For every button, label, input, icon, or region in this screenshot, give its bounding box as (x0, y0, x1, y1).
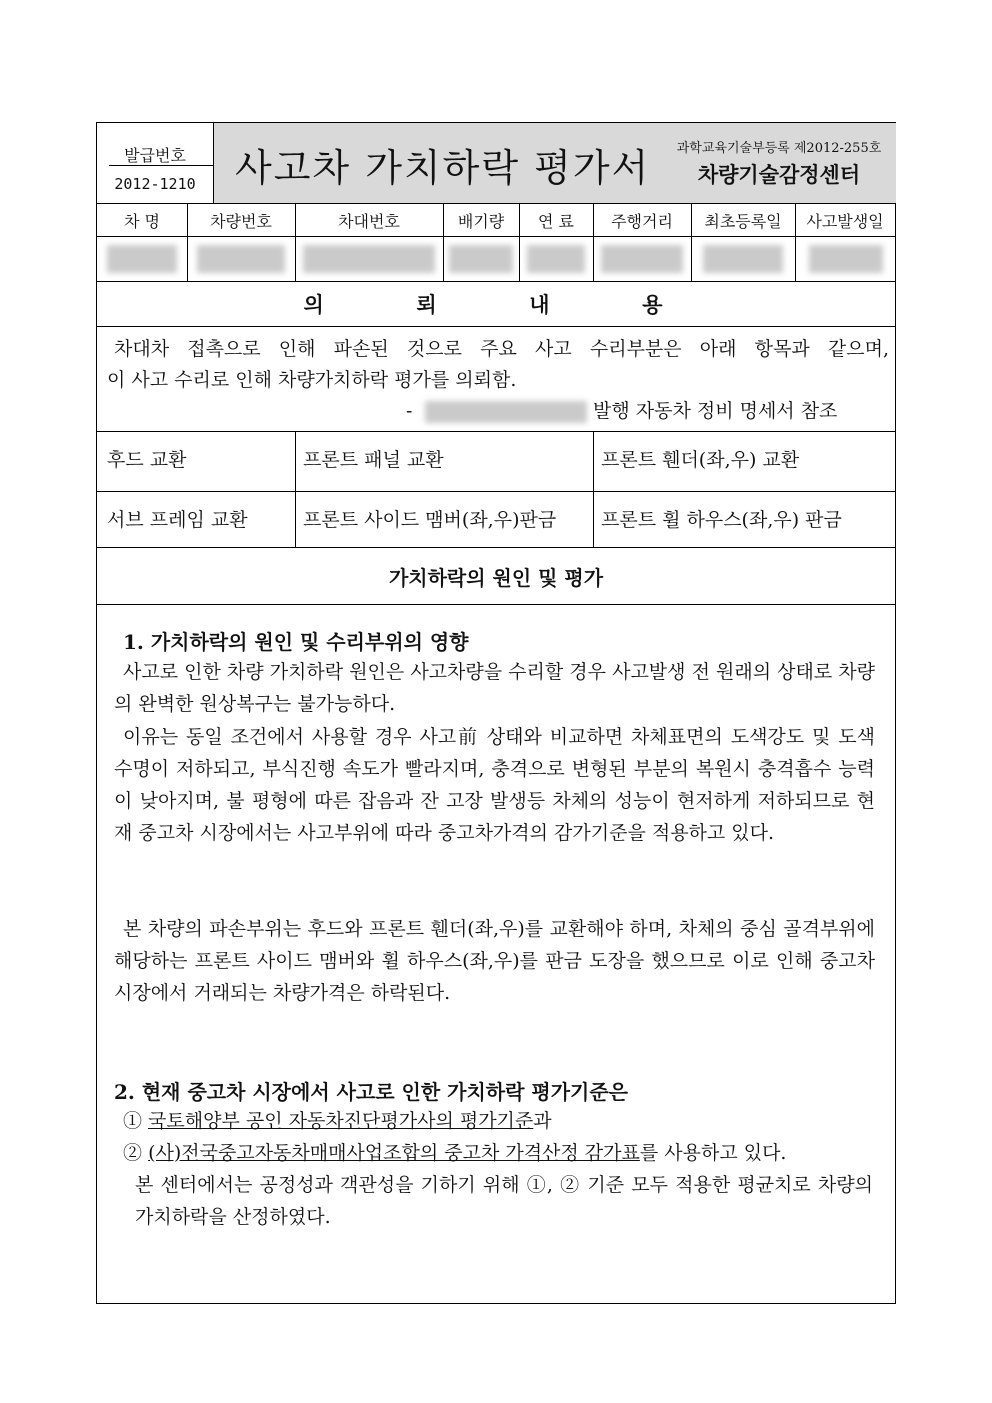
col-plate-number: 차량번호 (210, 211, 272, 231)
repair-item: 후드 교환 (107, 449, 187, 471)
center-name: 차량기술감정센터 (697, 162, 861, 187)
divider (691, 204, 692, 281)
redacted-plate-number (197, 245, 285, 273)
criteria-suffix: 과 (533, 1110, 552, 1132)
repair-item: 프론트 휠 하우스(좌,우) 판금 (601, 509, 842, 531)
divider (295, 431, 296, 547)
redacted-car-name (107, 245, 177, 273)
divider (97, 491, 895, 492)
reference-dash: - (406, 400, 413, 422)
divider (97, 604, 895, 605)
redacted-reference-issuer (425, 401, 587, 423)
section-1-title: 1. 가치하락의 원인 및 수리부위의 영향 (123, 630, 469, 654)
reference-note: 발행 자동차 정비 명세서 참조 (593, 400, 838, 422)
request-line-1: 차대차 접촉으로 인해 파손된 것으로 주요 사고 수리부분은 아래 항목과 같으며, (114, 338, 889, 360)
section-1-paragraph-2 (114, 721, 875, 849)
divider (519, 204, 520, 281)
col-accident-date: 사고발생일 (806, 211, 884, 231)
request-line-2: 이 사고 수리로 인해 차량가치하락 평가를 의뢰함. (107, 369, 517, 391)
redacted-fuel (527, 245, 585, 273)
criteria-item-1 (123, 1105, 552, 1137)
criteria-item-2 (123, 1137, 786, 1169)
divider (97, 236, 895, 237)
divider (213, 123, 214, 203)
divider (593, 204, 594, 281)
divider (187, 204, 188, 281)
repair-item: 프론트 사이드 맴버(좌,우)판금 (303, 509, 557, 531)
paragraph-text: 본 센터에서는 공정성과 객관성을 기하기 위해 ①, ② 기준 모두 적용한 평균치로 차량의 가치하락을 산정하였다. (135, 1174, 873, 1228)
repair-item: 프론트 패널 교환 (303, 449, 444, 471)
divider (593, 431, 594, 547)
col-displacement: 배기량 (457, 211, 505, 231)
col-vin: 차대번호 (338, 211, 400, 231)
paragraph-text: 사고로 인한 차량 가치하락 원인은 사고차량을 수리할 경우 사고발생 전 원래의 상태로 차량의 완벽한 원상복구는 불가능하다. (114, 661, 875, 715)
divider (443, 204, 444, 281)
request-heading: 의 뢰 내 용 (303, 292, 689, 317)
evaluation-heading: 가치하락의 원인 및 평가 (388, 565, 604, 590)
repair-item: 서브 프레임 교환 (107, 509, 248, 531)
issue-number: 2012-1210 (114, 175, 196, 193)
criteria-suffix: 를 사용하고 있다. (639, 1142, 787, 1164)
section-1-paragraph-3 (114, 913, 875, 1009)
issue-label-underline (109, 165, 213, 166)
paragraph-text: 본 차량의 파손부위는 후드와 프론트 휀더(좌,우)를 교환해야 하며, 차체의 중심 골격부위에 해당하는 프론트 사이드 맴버와 휠 하우스(좌,우)를 판금 도장을 했으므로 이로 인해 중고차 시장에서 거래되는 차량가격은 하락된다. (114, 918, 875, 1004)
divider (295, 204, 296, 281)
redacted-displacement (449, 245, 513, 273)
col-fuel: 연 료 (538, 211, 574, 231)
issue-label: 발급번호 (124, 145, 186, 165)
section-2-title: 2. 현재 중고차 시장에서 사고로 인한 가치하락 평가기준은 (114, 1080, 628, 1104)
divider (795, 204, 796, 281)
redacted-first-registration (703, 245, 783, 273)
redacted-accident-date (809, 245, 883, 273)
paragraph-text: 이유는 동일 조건에서 사용할 경우 사고前 상태와 비교하면 차체표면의 도색강도 및 도색 수명이 저하되고, 부식진행 속도가 빨라지며, 충격으로 변형된 부분의 복원시 충격흡수 능력이 낮아지며, 불 평형에 따른 잡음과 잔 고장 발생등 차체의 성능이 현저하게 저하되므로 현재 중고차 시장에서는 사고부위에 따라 중고차가격의 감가기준을 적용하고 있다. (114, 726, 875, 844)
page-title: 사고차 가치하락 평가서 (235, 146, 651, 190)
col-mileage: 주행거리 (611, 211, 673, 231)
criteria-number: ② (123, 1142, 143, 1164)
divider (97, 326, 895, 327)
repair-item: 프론트 휀더(좌,우) 교환 (601, 449, 800, 471)
criteria-number: ① (123, 1110, 143, 1132)
section-1-paragraph-1 (114, 656, 875, 720)
section-2-paragraph (135, 1169, 873, 1233)
col-car-name: 차 명 (124, 211, 160, 231)
criteria-text: (사)전국중고자동차매매사업조합의 중고차 가격산정 감가표 (148, 1142, 640, 1164)
divider (97, 431, 895, 432)
redacted-mileage (601, 245, 683, 273)
redacted-vin (303, 245, 435, 273)
col-first-registration: 최초등록일 (704, 211, 782, 231)
registration-number: 과학교육기술부등록 제2012-255호 (676, 141, 882, 156)
appraisal-document (96, 122, 896, 1304)
criteria-text: 국토해양부 공인 자동차진단평가사의 평가기준 (148, 1110, 534, 1132)
